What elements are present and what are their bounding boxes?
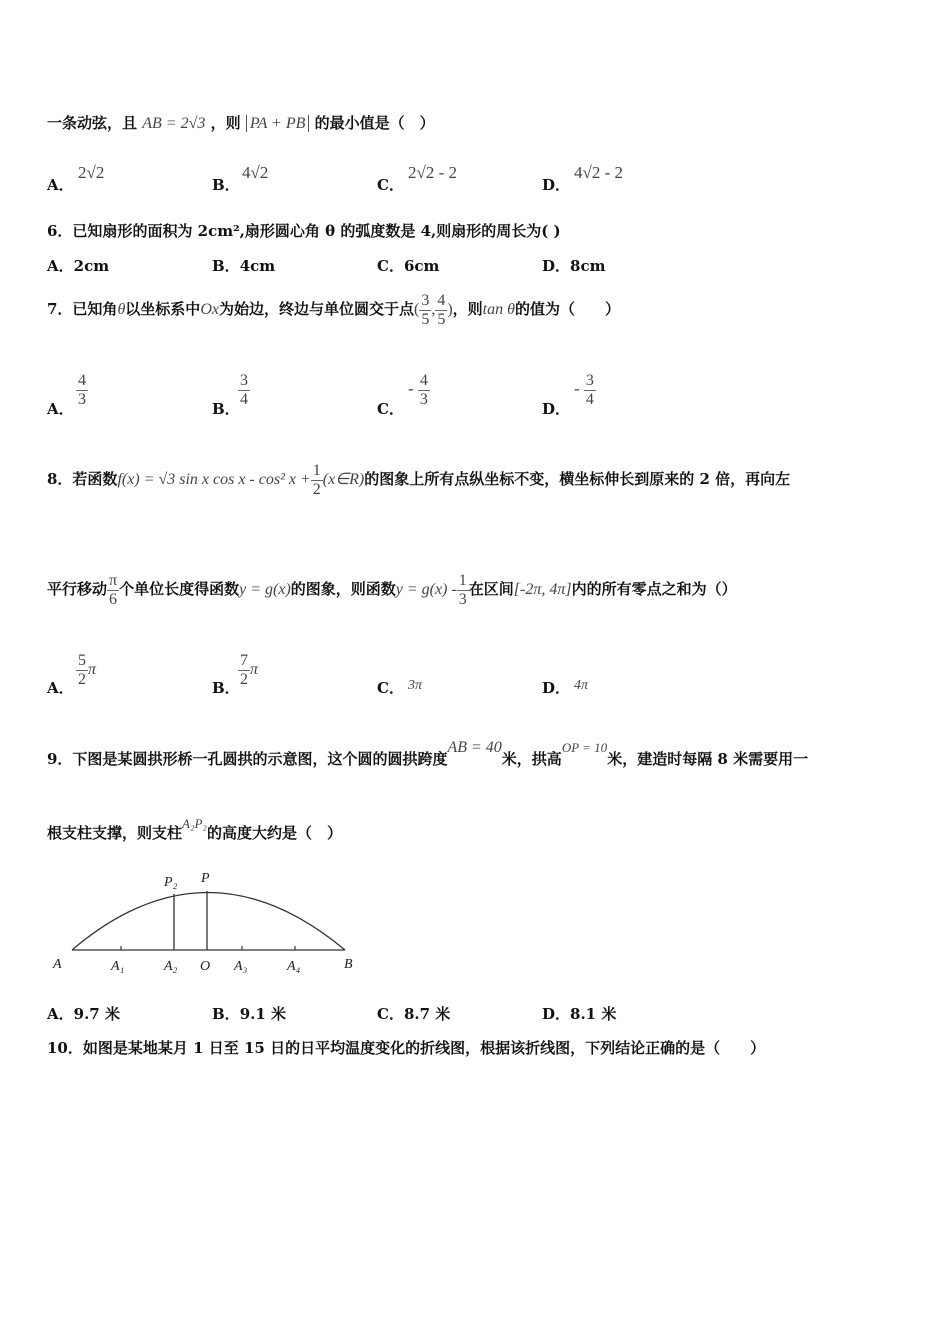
q6-option-b-value: 4cm — [239, 257, 276, 275]
q7-stem — [47, 292, 620, 328]
q9-option-b-label: B． — [212, 1005, 240, 1023]
q9-stem-c: 米，建造时每隔 8 米需要用一 — [607, 750, 809, 768]
q5-option-a-label: A． — [47, 176, 74, 194]
q8-option-a-pi: π — [88, 661, 97, 678]
label-p2: P₂ — [164, 875, 178, 890]
q6-option-d-label: D． — [542, 257, 571, 275]
q6-option-a-value: 2cm — [73, 257, 110, 275]
q7-stem-b: 以坐标系中 — [125, 300, 201, 319]
q9-option-a-label: A． — [47, 1005, 74, 1023]
q7-option-a-num: 4 — [78, 372, 86, 389]
q7-tan-theta: tan θ — [482, 301, 515, 319]
q6-option-a — [47, 255, 109, 276]
q5-option-b-label: B． — [212, 176, 240, 194]
q8-line2-e: 内的所有零点之和为（） — [571, 580, 737, 599]
q9-line2-a: 根支柱支撑，则支柱 — [47, 824, 183, 842]
q5-option-c-label: C． — [377, 176, 404, 194]
q7-option-c-num: 4 — [419, 372, 428, 389]
q8-stem-b: 的图象上所有点纵坐标不变，横坐标伸长到原来的 2 倍，再向左 — [364, 470, 791, 489]
arch-curve — [72, 893, 345, 951]
q8-option-b-num: 7 — [240, 652, 248, 669]
q8-option-b-frac — [238, 652, 250, 688]
q7-point-y — [435, 292, 447, 328]
q7-theta: θ — [117, 301, 126, 319]
q7-option-d-den: 4 — [585, 390, 594, 408]
q8-interval: [-2π, 4π] — [513, 581, 572, 599]
q5-option-a-value: 2√2 — [78, 163, 105, 182]
q8-half — [311, 462, 323, 498]
q8-stem-line1 — [47, 462, 790, 498]
q7-point-open: ( — [413, 301, 420, 319]
q7-stem-d: ，则 — [452, 300, 483, 319]
q8-option-d-value: 4π — [574, 678, 589, 693]
q9-option-d-label: D． — [542, 1005, 571, 1023]
q9-op-height: OP = 10 — [561, 740, 608, 755]
q7-stem-c: 为始边，终边与单位圆交于点 — [218, 300, 414, 319]
q5-abs-expression: PA + PB — [246, 115, 310, 132]
label-a: A — [53, 957, 62, 972]
arch-bridge-figure — [45, 860, 365, 980]
q7-option-b-num: 3 — [240, 372, 248, 389]
q8-option-c-label: C． — [377, 679, 404, 697]
q7-stem-a: 7．已知角 — [47, 300, 118, 319]
q7-option-c-frac — [418, 372, 430, 408]
q8-option-a-frac — [76, 652, 88, 688]
q9-stem-b: 米，拱高 — [501, 750, 562, 768]
label-b: B — [344, 957, 353, 972]
q6-option-d-value: 8cm — [570, 257, 606, 275]
q9-option-c — [377, 1003, 450, 1024]
label-a2: A₂ — [164, 959, 178, 974]
q9-option-d — [542, 1003, 616, 1024]
q9-option-b — [212, 1003, 286, 1024]
q5-stem-suffix: 的最小值是（ ） — [314, 114, 435, 132]
q7-option-c-value — [408, 372, 430, 408]
q8-function: f(x) = √3 sin x cos x - cos² x + — [117, 471, 311, 489]
q7-option-d-label: D． — [542, 400, 571, 418]
q8-option-b-label: B． — [212, 679, 240, 697]
q8-line2-d: 在区间 — [468, 580, 514, 599]
q7-option-d-value — [574, 372, 596, 408]
q7-option-b-label: B． — [212, 400, 240, 418]
q7-option-a-label: A． — [47, 400, 74, 418]
label-a3: A₃ — [234, 959, 248, 974]
q9-option-a — [47, 1003, 120, 1024]
q8-line2-c: 的图象，则函数 — [290, 580, 396, 599]
q5-option-c-value: 2√2 - 2 — [408, 163, 457, 182]
q8-line2-a: 平行移动 — [47, 580, 108, 599]
q6-option-a-label: A． — [47, 257, 74, 275]
q5-ab-length: AB = 2√3 — [142, 115, 206, 132]
q8-pi-den: 6 — [109, 590, 118, 608]
q9-option-d-value: 8.1 米 — [570, 1005, 617, 1023]
q9-a2p2: A₂P₂ — [182, 816, 207, 831]
q9-stem-a: 9．下图是某圆拱形桥一孔圆拱的示意图，这个圆的圆拱跨度 — [47, 750, 448, 768]
q5-option-b-value: 4√2 — [242, 163, 269, 182]
q8-third-num: 1 — [458, 572, 467, 589]
q8-option-a-num: 5 — [78, 652, 86, 669]
q8-option-a-label: A． — [47, 679, 74, 697]
q7-option-a-den: 3 — [78, 390, 86, 408]
q6-option-c-label: C． — [377, 257, 404, 275]
q9-line2-b: 的高度大约是（ ） — [206, 824, 342, 842]
q7-point-x-num: 3 — [421, 292, 430, 309]
q6-stem: 6．已知扇形的面积为 2cm²,扇形圆心角 θ 的弧度数是 4,则扇形的周长为( ) — [47, 222, 561, 240]
label-a1: A₁ — [111, 959, 125, 974]
q7-point-y-num: 4 — [437, 292, 446, 309]
q8-half-den: 2 — [312, 480, 321, 498]
q8-pi-num: π — [109, 572, 118, 589]
q8-g2-function: y = g(x) - — [395, 581, 457, 599]
label-o: O — [200, 959, 211, 974]
q5-option-d-value: 4√2 - 2 — [574, 163, 623, 182]
q7-point-x — [419, 292, 431, 328]
q7-option-c-label: C． — [377, 400, 404, 418]
q7-option-b-den: 4 — [240, 390, 248, 408]
q7-option-c-den: 3 — [419, 390, 428, 408]
q8-domain: (x∈R) — [322, 471, 365, 489]
q9-option-c-label: C． — [377, 1005, 404, 1023]
label-p: P — [201, 871, 210, 886]
q8-option-b-den: 2 — [240, 670, 248, 688]
q9-option-a-value: 9.7 米 — [73, 1005, 120, 1023]
q7-option-b-frac — [238, 372, 250, 408]
q7-point-close: ) — [447, 301, 453, 319]
q9-option-b-value: 9.1 米 — [239, 1005, 287, 1023]
q6-option-c-value: 6cm — [403, 257, 440, 275]
q8-option-a-value — [76, 652, 96, 688]
q8-third-den: 3 — [458, 590, 467, 608]
q6-option-b — [212, 255, 275, 276]
q8-stem-line2 — [47, 572, 737, 608]
q6-option-b-label: B． — [212, 257, 240, 275]
q5-stem-mid: ，则 — [210, 114, 241, 132]
q9-option-c-value: 8.7 米 — [403, 1005, 451, 1023]
q7-option-d-num: 3 — [585, 372, 594, 389]
q5-stem-prefix: 一条动弦，且 — [47, 114, 138, 132]
q8-option-c-value: 3π — [408, 678, 423, 693]
q9-ab-span: AB = 40 — [447, 739, 502, 756]
q6-option-d — [542, 255, 605, 276]
q7-option-d-sign: - — [574, 379, 580, 398]
label-a4: A₄ — [287, 959, 301, 974]
q7-stem-e: 的值为（ ） — [514, 300, 620, 319]
q5-stem — [47, 112, 435, 133]
q8-half-num: 1 — [312, 462, 321, 479]
q8-third — [457, 572, 469, 608]
q5-option-d-label: D． — [542, 176, 571, 194]
q8-option-d-label: D． — [542, 679, 571, 697]
q7-option-a-value — [76, 372, 88, 408]
q10-stem: 10．如图是某地某月 1 日至 15 日的日平均温度变化的折线图，根据该折线图，下列结论正确的是（ ） — [47, 1039, 766, 1057]
q8-stem-a: 8．若函数 — [47, 470, 118, 489]
q8-g-function: y = g(x) — [239, 581, 291, 599]
q8-pi-over-6 — [107, 572, 119, 608]
q8-option-b-pi: π — [250, 661, 259, 678]
q7-option-d-frac — [584, 372, 596, 408]
q8-line2-b: 个单位长度得函数 — [119, 580, 240, 599]
q9-stem-line2 — [47, 816, 342, 843]
q8-option-b-value — [238, 652, 258, 688]
q7-ox: Ox — [200, 301, 219, 319]
q7-option-b-value — [238, 372, 250, 408]
q7-point-x-den: 5 — [421, 310, 430, 328]
q7-point-comma: , — [431, 301, 436, 319]
q7-point-y-den: 5 — [437, 310, 446, 328]
q9-stem-line1 — [47, 739, 809, 769]
q8-option-a-den: 2 — [78, 670, 86, 688]
q7-option-a-frac — [76, 372, 88, 408]
q6-option-c — [377, 255, 439, 276]
q7-option-c-sign: - — [408, 379, 414, 398]
